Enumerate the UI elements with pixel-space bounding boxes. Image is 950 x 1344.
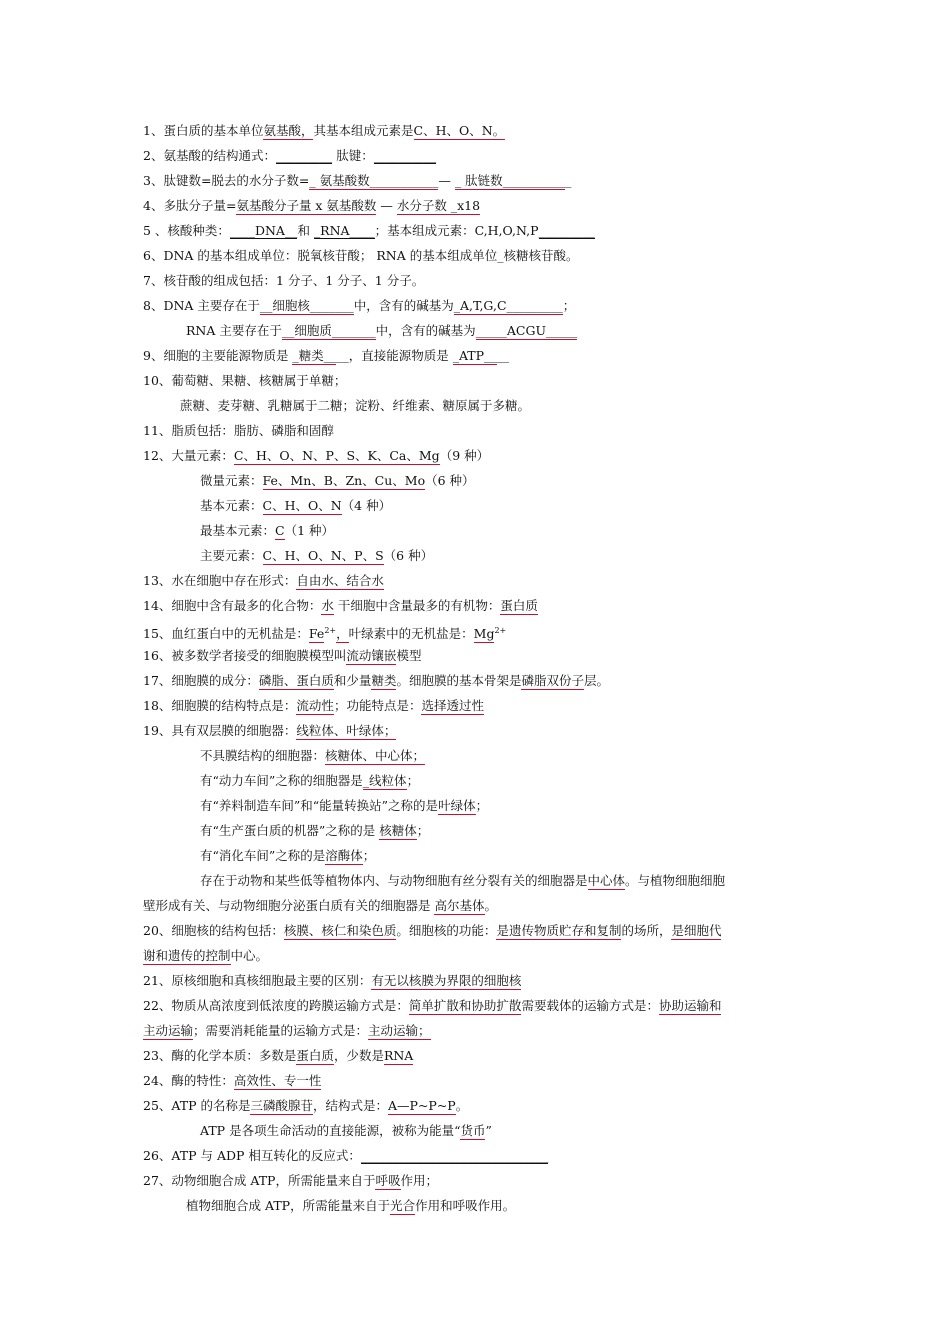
answer-underlined: 蛋白质 (296, 1048, 334, 1063)
text-line-l23 (143, 1046, 413, 1066)
answer-underlined: Mg (473, 626, 495, 642)
answer-underlined: 水分子数 (396, 198, 447, 213)
text-line-l19g (200, 871, 725, 891)
text-line-l17 (143, 671, 609, 691)
text-segment: 中心。 (230, 948, 269, 963)
text-line-l19e (200, 821, 429, 841)
answer-underlined: 选择透过性 (421, 698, 484, 713)
text-segment: 2+ (324, 626, 337, 635)
text-segment: 6、DNA 的基本组成单位：脱氧核苷酸； RNA 的基本组成单位_核糖核苷酸。 (143, 248, 579, 263)
answer-underlined: Fe (308, 626, 325, 642)
text-segment: 和少量 (333, 673, 372, 688)
text-segment: 23、酶的化学本质：多数是 (143, 1048, 297, 1063)
text-segment: 3、肽键数=脱去的水分子数= (143, 173, 310, 188)
answer-underlined: _A,T,G,C_________ (453, 298, 563, 313)
answer-underlined: _____ACGU_____ (475, 323, 578, 338)
answer-underlined: 三磷酸腺苷 (250, 1098, 313, 1113)
answer-underlined: 叶绿体 (438, 798, 476, 813)
text-line-l22b (143, 1021, 431, 1041)
text-segment: 26、ATP 与 ADP 相互转化的反应式： (143, 1148, 361, 1163)
answer-underlined: _线粒体 (362, 773, 407, 788)
answer-underlined: _x18 (446, 198, 481, 213)
text-segment: 5 、核酸种类： (143, 223, 230, 238)
text-line-l13 (143, 571, 384, 591)
text-line-l20 (143, 921, 721, 941)
answer-underlined: ， (336, 626, 349, 642)
text-line-l22 (143, 996, 721, 1016)
text-segment: 有“消化车间”之称的是 (200, 848, 326, 863)
blank-line: ____DNA__ (229, 223, 298, 238)
answer-underlined: C、H、O、N (262, 498, 342, 513)
answer-underlined: 核糖体 (379, 823, 417, 838)
text-segment: 2、氨基酸的结构通式： (143, 148, 276, 163)
text-segment: 8、DNA 主要存在于 (143, 298, 260, 313)
text-segment: 。细胞核的功能： (396, 923, 497, 938)
text-segment: 15、血红蛋白中的无机盐是： (143, 626, 309, 642)
text-line-l15 (143, 621, 506, 644)
text-line-l27b (186, 1196, 515, 1216)
answer-underlined: 溶酶体 (325, 848, 363, 863)
text-segment: RNA 主要存在于 (186, 323, 282, 338)
text-segment: 有“动力车间”之称的细胞器是 (200, 773, 363, 788)
text-line-l19 (143, 721, 396, 741)
text-segment: （4 种） (341, 498, 392, 513)
text-segment: 7、核苷酸的组成包括：1 分子、1 分子、1 分子。 (143, 273, 425, 288)
text-segment: 中，含有的碱基为 (353, 298, 454, 313)
answer-underlined: 是遗传物质贮存和复制 (496, 923, 622, 938)
text-segment: ；基本组成元素：C,H,O,N,P (374, 223, 539, 238)
text-line-l19f (200, 846, 375, 866)
answer-underlined: 是细胞代 (671, 923, 722, 938)
answer-underlined: 氨基酸分子量 x 氨基酸数 (236, 198, 377, 213)
text-segment: ，结构式是： (313, 1098, 389, 1113)
text-segment: 4、多肽分子量= (143, 198, 237, 213)
text-line-l19d (200, 796, 488, 816)
text-segment: 主要元素： (200, 548, 263, 563)
answer-underlined: 谢和遗传的控制 (143, 948, 231, 963)
answer-underlined: C、H、O、N。 (413, 123, 506, 138)
text-segment: 12、大量元素： (143, 448, 234, 463)
text-segment: 需要载体的运输方式是： (521, 998, 659, 1013)
blank-line: _________ (538, 223, 595, 238)
blank-line: __________ (373, 148, 437, 163)
text-segment: 27、动物细胞合成 ATP，所需能量来自于 (143, 1173, 376, 1188)
text-line-l18 (143, 696, 484, 716)
text-segment: ；需要消耗能量的运输方式是： (193, 1023, 369, 1038)
answer-underlined: _ 氨基酸数___________ (309, 173, 439, 188)
answer-underlined: 协助运输和 (658, 998, 722, 1013)
text-line-l10 (143, 371, 346, 391)
text-segment: 的场所， (621, 923, 672, 938)
text-line-l10b (180, 396, 530, 416)
answer-underlined: 氨基酸， (263, 123, 314, 138)
answer-underlined: 磷脂、蛋白质 (258, 673, 334, 688)
text-segment: 24、酶的特性： (143, 1073, 234, 1088)
answer-underlined: 主动运输 (143, 1023, 194, 1038)
answer-underlined: 光合 (390, 1198, 416, 1213)
text-segment: 基本元素： (200, 498, 263, 513)
text-segment: ； (416, 823, 430, 838)
answer-underlined: 糖类 (371, 673, 397, 688)
text-line-l25b (200, 1121, 492, 1141)
text-line-l8b (186, 321, 577, 341)
text-segment: ” (485, 1123, 492, 1138)
text-segment: 存在于动物和某些低等植物体内、与动物细胞有丝分裂有关的细胞器是 (200, 873, 588, 888)
text-segment: _ (565, 173, 572, 188)
text-line-l6 (143, 246, 579, 266)
text-line-l20b (143, 946, 268, 966)
text-segment: 14、细胞中含有最多的化合物： (143, 598, 322, 613)
text-segment: 20、细胞核的结构包括： (143, 923, 284, 938)
blank-line: _RNA____ (313, 223, 375, 238)
text-segment: （9 种） (439, 448, 490, 463)
text-segment: 21、原核细胞和真核细胞最主要的区别： (143, 973, 372, 988)
text-segment: ； (562, 298, 576, 313)
text-segment: 19、具有双层膜的细胞器： (143, 723, 297, 738)
answer-underlined: 核膜、核仁和染色质 (283, 923, 397, 938)
text-segment: 1、蛋白质的基本单位 (143, 123, 264, 138)
text-line-l24 (143, 1071, 321, 1091)
text-segment: 肽键： (332, 148, 374, 163)
text-line-l26 (143, 1146, 548, 1166)
answer-underlined: _ 肽链数__________ (454, 173, 566, 188)
text-segment: 其基本组成元素是 (313, 123, 414, 138)
answer-underlined: 有无以核膜为界限的细胞核 (371, 973, 522, 988)
text-segment: 和 (297, 223, 314, 238)
answer-underlined: __细胞核_______ (259, 298, 354, 313)
answer-underlined: 自由水、结合水 (296, 573, 384, 588)
answer-underlined: 水 (321, 598, 334, 613)
text-segment: 。与植物细胞细胞 (625, 873, 726, 888)
text-segment: 2+ (494, 626, 507, 635)
text-segment: ； (362, 848, 376, 863)
text-line-l1 (143, 121, 505, 141)
answer-underlined: 货币 (460, 1123, 486, 1138)
text-segment: （6 种） (425, 473, 475, 488)
text-line-l19b (200, 746, 425, 766)
answer-underlined: 核糖体、中心体； (325, 748, 426, 763)
text-segment: 11、脂质包括：脂肪、磷脂和固醇 (143, 423, 334, 438)
text-segment: — (438, 173, 455, 188)
answer-underlined: C (275, 523, 285, 538)
text-segment: 微量元素： (200, 473, 263, 488)
text-segment: 蔗糖、麦芽糖、乳糖属于二糖；淀粉、纤维素、糖原属于多糖。 (180, 398, 531, 413)
blank-line: ______________________________ (360, 1148, 549, 1163)
answer-underlined: 简单扩散和协助扩散 (408, 998, 522, 1013)
text-segment: 10、葡萄糖、果糖、核糖属于单糖； (143, 373, 347, 388)
text-segment: 17、细胞膜的成分： (143, 673, 259, 688)
text-segment: 。 (484, 898, 498, 913)
answer-underlined: 线粒体、叶绿体； (296, 723, 397, 738)
text-segment: 壁形成有关、与动物细胞分泌蛋白质有关的细胞器是 (143, 898, 435, 913)
text-line-l3 (143, 171, 571, 191)
text-line-l12e (200, 546, 433, 566)
answer-underlined: _糖类__ (292, 348, 337, 363)
text-line-l14 (143, 596, 538, 616)
text-segment: 25、ATP 的名称是 (143, 1098, 251, 1113)
answer-underlined: C、H、O、N、P、S、K、Ca、Mg (233, 448, 440, 463)
text-line-l12d (200, 521, 334, 541)
text-line-l25 (143, 1096, 468, 1116)
text-segment: — (376, 198, 397, 213)
answer-underlined: C、H、O、N、P、S (262, 548, 384, 563)
text-line-l21 (143, 971, 521, 991)
text-segment: 作用； (400, 1173, 439, 1188)
text-segment: 干细胞中含量最多的有机物： (333, 598, 501, 613)
answer-underlined: __细胞质_______ (281, 323, 376, 338)
answer-underlined: 呼吸 (375, 1173, 401, 1188)
answer-underlined: RNA (383, 1048, 414, 1063)
text-line-l27 (143, 1171, 438, 1191)
text-segment: （6 种） (383, 548, 434, 563)
answer-underlined: 中心体 (587, 873, 626, 888)
answer-underlined: 流动镶嵌 (346, 648, 397, 663)
answer-underlined: 高效性、专一性 (233, 1073, 322, 1088)
text-segment: 植物细胞合成 ATP，所需能量来自于 (186, 1198, 391, 1213)
answer-underlined: Fe、Mn、B、Zn、Cu、Mo (262, 473, 426, 488)
text-segment: 。细胞膜的基本骨架是 (396, 673, 522, 688)
text-segment: 中，含有的碱基为 (375, 323, 476, 338)
answer-underlined: 蛋白质 (500, 598, 538, 613)
text-segment: ATP 是各项生命活动的直接能源，被称为能量“ (200, 1123, 461, 1138)
text-segment: 有“生产蛋白质的机器”之称的是 (200, 823, 380, 838)
text-line-l12 (143, 446, 489, 466)
text-line-l4 (143, 196, 480, 216)
text-segment: 层。 (583, 673, 609, 688)
text-line-l11 (143, 421, 334, 441)
text-line-l19c (200, 771, 419, 791)
text-segment: 22、物质从高浓度到低浓度的跨膜运输方式是： (143, 998, 409, 1013)
text-segment: __ (496, 348, 510, 363)
text-segment: 最基本元素： (200, 523, 276, 538)
answer-underlined: 流动性 (296, 698, 334, 713)
text-line-l16 (143, 646, 421, 666)
answer-underlined: A—P~P~P (388, 1098, 456, 1113)
text-segment: 作用和呼吸作用。 (415, 1198, 516, 1213)
answer-underlined: 主动运输； (368, 1023, 431, 1038)
text-segment: 18、细胞膜的结构特点是： (143, 698, 297, 713)
text-line-l5 (143, 221, 595, 241)
text-line-l12c (200, 496, 391, 516)
text-line-l12b (200, 471, 475, 491)
text-line-l2 (143, 146, 436, 166)
text-segment: 9、细胞的主要能源物质是 (143, 348, 293, 363)
text-segment: 模型 (396, 648, 422, 663)
text-segment: __，直接能源物质是 (336, 348, 453, 363)
text-segment: ； (406, 773, 420, 788)
text-segment: ； (475, 798, 489, 813)
text-line-l19h (143, 896, 497, 916)
text-segment: （1 种） (284, 523, 335, 538)
blank-line: _________ (275, 148, 333, 163)
text-line-l8 (143, 296, 575, 316)
text-segment: ；功能特点是： (333, 698, 422, 713)
text-segment: ，少数是 (333, 1048, 384, 1063)
answer-underlined: 磷脂双份子 (521, 673, 584, 688)
text-segment: 有“养料制造车间”和“能量转换站”之称的是 (200, 798, 439, 813)
text-segment: 。 (455, 1098, 469, 1113)
answer-underlined: 高尔基体 (434, 898, 485, 913)
text-line-l9 (143, 346, 509, 366)
answer-underlined: _ATP__ (452, 348, 497, 363)
text-segment: 不具膜结构的细胞器： (200, 748, 326, 763)
text-segment: 13、水在细胞中存在形式： (143, 573, 297, 588)
text-segment: 16、被多数学者接受的细胞膜模型叫 (143, 648, 347, 663)
text-line-l7 (143, 271, 424, 291)
text-segment: 叶绿素中的无机盐是： (348, 626, 474, 642)
